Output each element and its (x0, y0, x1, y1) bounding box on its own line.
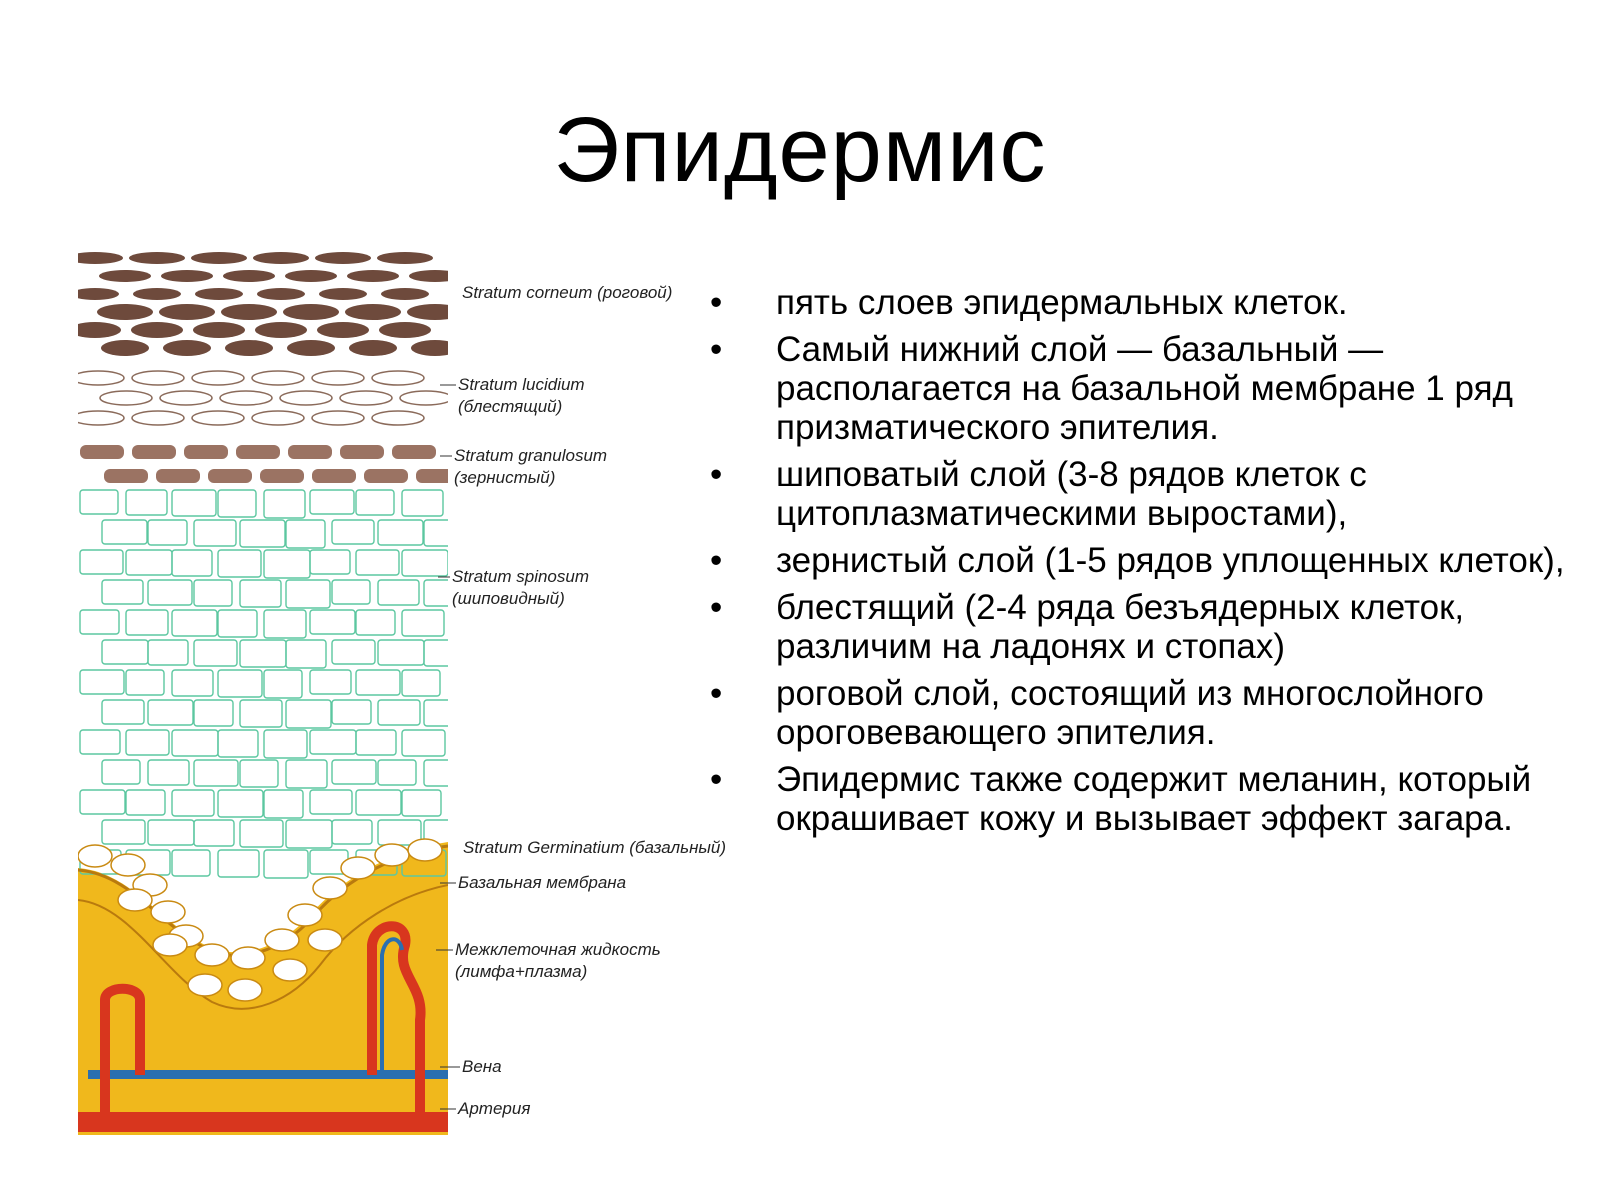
layer-label: Stratum lucidium (458, 375, 585, 394)
corneum-cell (159, 304, 215, 320)
corneum-cell (287, 340, 335, 356)
bullet-text: Самый нижний слой — базальный — располагается на базальной мембране 1 ряд призматического эпителия. (776, 330, 1513, 447)
corneum-cell (347, 270, 399, 282)
corneum-cell (253, 252, 309, 264)
basal-cell (265, 929, 299, 951)
bullet-item (710, 330, 1590, 447)
corneum-cell (407, 304, 463, 320)
basal-cell (288, 904, 322, 926)
corneum-cell (319, 288, 367, 300)
bullet-text: шиповатый слой (3-8 рядов клеток с цитоплазматическими выростами), (776, 455, 1367, 533)
basal-cell (153, 934, 187, 956)
granulosum-cell (104, 469, 148, 483)
corneum-cell (101, 340, 149, 356)
corneum-cell (317, 322, 369, 338)
bullet-list (710, 283, 1590, 846)
basal-cell (78, 845, 112, 867)
basal-cell (151, 901, 185, 923)
corneum-cell (191, 252, 247, 264)
basal-cell (375, 844, 409, 866)
basal-cell (118, 889, 152, 911)
granulosum-cell (80, 445, 124, 459)
corneum-cell (99, 270, 151, 282)
bullet-text: зернистый слой (1-5 рядов уплощенных клеток), (776, 541, 1565, 580)
layer-label: Базальная мембрана (458, 873, 627, 892)
bullet-marker: • (710, 588, 723, 627)
basal-cell (231, 947, 265, 969)
corneum-cell (315, 252, 371, 264)
layer-label: Межклеточная жидкость (455, 940, 661, 959)
layer-label: Артерия (458, 1099, 531, 1118)
layer-label: Stratum granulosum (454, 446, 608, 465)
slide-title: Эпидермис (553, 99, 1047, 201)
corneum-cell (97, 304, 153, 320)
corneum-cell (69, 322, 121, 338)
granulosum-cell (208, 469, 252, 483)
layer-label: (блестящий) (458, 397, 563, 416)
layer-label: Вена (462, 1057, 502, 1076)
corneum-cell (225, 340, 273, 356)
layer-label: (зернистый) (454, 468, 556, 487)
granulosum-cell (312, 469, 356, 483)
bullet-item (710, 455, 1590, 533)
granulosum-cell (132, 445, 176, 459)
basal-cell (111, 854, 145, 876)
basal-cell (308, 929, 342, 951)
bullet-marker: • (710, 760, 723, 799)
artery (78, 1112, 448, 1132)
layer-label: Stratum corneum (роговой) (462, 283, 673, 302)
basal-cell (195, 944, 229, 966)
bullet-item (710, 588, 1590, 666)
layer-label: Stratum Germinatium (базальный) (463, 838, 727, 857)
bullet-marker: • (710, 283, 723, 322)
corneum-cell (381, 288, 429, 300)
granulosum-cell (236, 445, 280, 459)
bullet-marker: • (710, 541, 723, 580)
corneum-cell (345, 304, 401, 320)
granulosum-cell (184, 445, 228, 459)
bullet-text: блестящий (2-4 ряда безъядерных клеток, различим на ладонях и стопах) (776, 588, 1465, 666)
corneum-cell (379, 322, 431, 338)
corneum-cell (221, 304, 277, 320)
granulosum-cell (340, 445, 384, 459)
layer-label: (шиповидный) (452, 589, 565, 608)
basal-cell (313, 877, 347, 899)
corneum-cell (131, 322, 183, 338)
corneum-cell (133, 288, 181, 300)
corneum-cell (257, 288, 305, 300)
corneum-cell (409, 270, 461, 282)
bullet-marker: • (710, 330, 723, 369)
corneum-cell (67, 252, 123, 264)
corneum-cell (377, 252, 433, 264)
bullet-item (710, 541, 1590, 580)
bullet-text: пять слоев эпидермальных клеток. (776, 283, 1348, 322)
corneum-cell (223, 270, 275, 282)
bullet-item (710, 760, 1590, 838)
granulosum-cell (392, 445, 436, 459)
basal-cell (228, 979, 262, 1001)
bullet-item (710, 674, 1590, 752)
basal-cell (408, 839, 442, 861)
epidermis-diagram (0, 0, 760, 1200)
granulosum-cell (288, 445, 332, 459)
basal-cell (341, 857, 375, 879)
bullet-marker: • (710, 455, 723, 494)
layer-labels (436, 283, 726, 1118)
granulosum-cell (260, 469, 304, 483)
bullet-marker: • (710, 674, 723, 713)
corneum-cell (255, 322, 307, 338)
corneum-cell (163, 340, 211, 356)
corneum-cell (195, 288, 243, 300)
corneum-cell (411, 340, 459, 356)
corneum-cell (129, 252, 185, 264)
corneum-cell (349, 340, 397, 356)
corneum-cell (71, 288, 119, 300)
corneum-cell (161, 270, 213, 282)
bullet-text: Эпидермис также содержит меланин, который окрашивает кожу и вызывает эффект загара. (776, 760, 1532, 838)
layer-label: (лимфа+плазма) (455, 962, 588, 981)
bullet-text: роговой слой, состоящий из многослойного ороговевающего эпителия. (776, 674, 1484, 752)
bullet-item (710, 283, 1590, 322)
basal-cell (273, 959, 307, 981)
layer-label: Stratum spinosum (452, 567, 589, 586)
granulosum-cell (364, 469, 408, 483)
basal-cell (188, 974, 222, 996)
granulosum-cell (156, 469, 200, 483)
corneum-cell (285, 270, 337, 282)
corneum-cell (283, 304, 339, 320)
corneum-cell (193, 322, 245, 338)
